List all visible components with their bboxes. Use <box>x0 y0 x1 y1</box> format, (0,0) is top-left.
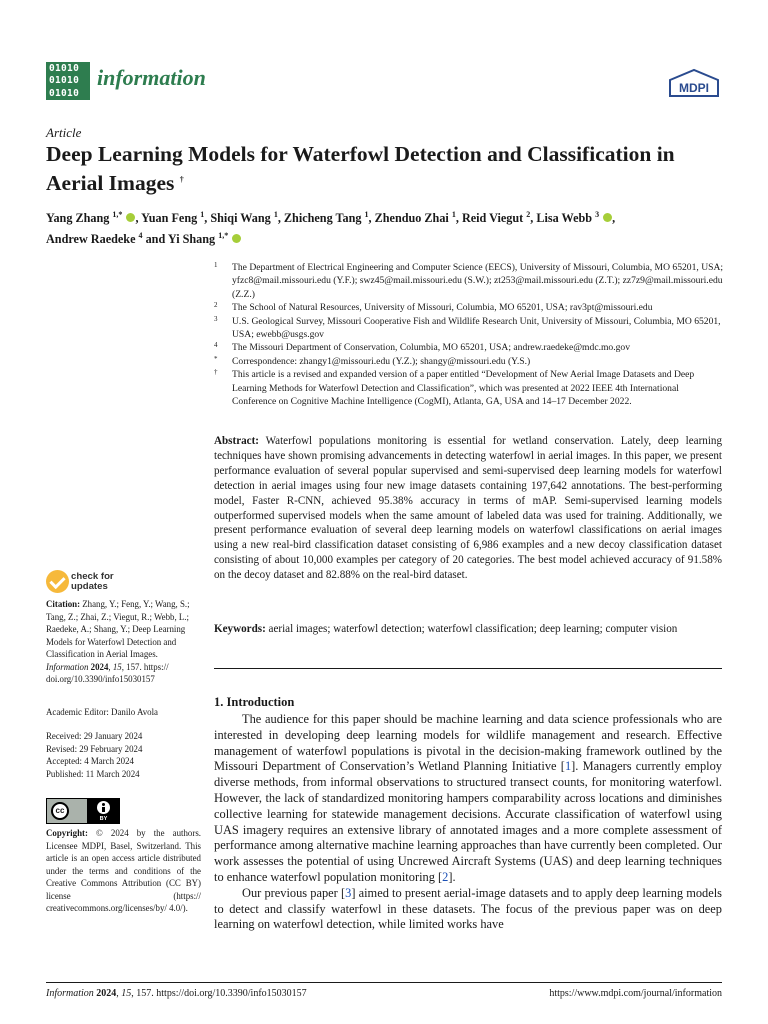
affiliation-mark: 3 <box>214 314 218 323</box>
copyright-label: Copyright: <box>46 828 88 838</box>
person-icon <box>97 801 110 814</box>
footer-citation: Information 2024, 15, 157. https://doi.org/10.3390/info15030157 <box>46 988 307 999</box>
affiliation-mark: 1 <box>214 261 218 269</box>
orcid-icon[interactable] <box>126 213 135 222</box>
mdpi-logo <box>666 68 722 98</box>
affiliation-item <box>214 315 724 342</box>
affiliation-text: U.S. Geological Survey, Missouri Cooperative Fish and Wildlife Research Unit, University of Missouri, Columbia, MO 65201, USA; ewebb@usgs.gov <box>232 315 721 341</box>
author-affil-mark: 2 <box>526 210 531 219</box>
affiliation-text: The Missouri Department of Conservation, Columbia, MO 65201, USA; andrew.raedeke@mdc.mo.gov <box>232 342 631 354</box>
footer-volume: 15 <box>121 988 132 999</box>
copyright-notice <box>46 827 201 915</box>
check-updates-line: check for <box>71 571 114 582</box>
affiliation-item <box>214 341 724 354</box>
author-name[interactable]: Zhenduo Zhai <box>374 211 449 226</box>
academic-editor: Academic Editor: Danilo Avola <box>46 707 158 717</box>
affiliation-item <box>214 368 724 408</box>
author-affil-mark: 1,* <box>112 210 123 219</box>
section-heading-introduction: 1. Introduction <box>214 695 295 709</box>
author-name[interactable]: Shiqi Wang <box>210 211 271 226</box>
citation-year: 2024 <box>90 661 109 672</box>
date-received: Received: 29 January 2024 <box>46 731 143 741</box>
citation-text: Zhang, Y.; Feng, Y.; Wang, S.; Tang, Z.; Zhai, Z.; Viegut, R.; Webb, L.; Raedeke, A.; Shang, Y.; Deep Learning Models for Waterfowl Detection and Classification in Aerial Images. <box>46 599 190 659</box>
paragraph-text: ]. Managers currently employ diverse methods, from informal observations to structured transect counts, for monitoring waterfowl. However, the lack of standardized monitoring hampers comparability across locations and diminishes collective learning for statewide management decisions. Accurate classification of waterfowl using UAS imagery requires an extensive library of annotated images and a more complete assessment of performance among alternative machine learning approaches than have currently been completed. Our work assesses the potential of using Uncrewed Aircraft Systems (UAS) and deep learning techniques to enhance waterfowl population monitoring [ <box>214 759 722 884</box>
author-line <box>46 227 726 248</box>
journal-name: information <box>97 65 206 90</box>
affiliation-item <box>214 261 724 301</box>
reference-link[interactable]: 1 <box>564 759 572 774</box>
orcid-icon[interactable] <box>603 213 612 222</box>
affiliation-mark: * <box>214 354 218 363</box>
author-affil-mark: 3 <box>595 210 600 219</box>
author-affil-mark: 1 <box>273 210 278 219</box>
date-published: Published: 11 March 2024 <box>46 768 140 779</box>
check-updates-label <box>71 572 114 592</box>
section-divider <box>214 668 722 669</box>
by-attribution-icon <box>87 799 120 823</box>
introduction-body <box>214 712 722 933</box>
affiliation-mark: † <box>214 368 218 377</box>
check-for-updates-button[interactable] <box>46 570 136 596</box>
date-accepted: Accepted: 4 March 2024 <box>46 756 134 766</box>
copyright-text: © 2024 by the authors. Licensee MDPI, Basel, Switzerland. This article is an open access article distributed under the terms and conditions of the Creative Commons Attribution (CC BY) license (https:// creativecommons.org/licenses/by/ 4.0/). <box>46 828 201 913</box>
journal-header <box>46 62 722 102</box>
author-name[interactable]: Reid Viegut <box>461 211 524 226</box>
affiliation-mark: 4 <box>214 341 218 350</box>
citation-volume: 15 <box>112 661 122 672</box>
reference-link[interactable]: 3 <box>345 885 352 900</box>
citation-tail: , 157. https:// <box>121 661 169 672</box>
paragraph <box>214 712 722 886</box>
affiliation-mark: 2 <box>214 301 218 310</box>
mdpi-logo-text: MDPI <box>679 81 709 95</box>
footer-doi[interactable]: , 157. https://doi.org/10.3390/info15030157 <box>131 988 307 999</box>
logo-row: 01010 <box>49 63 80 74</box>
paragraph-text: ] aimed to present aerial-image datasets and to apply deep learning models to detect and classify waterfowl in these datasets. The focus of the previous paper was on deep learning on waterfowl detection, while limited works have <box>214 885 722 932</box>
abstract <box>214 434 722 583</box>
keywords-text: aerial images; waterfowl detection; waterfowl classification; deep learning; computer vision <box>268 623 678 635</box>
title-text: Deep Learning Models for Waterfowl Detection and Classification in Aerial Images <box>46 142 675 196</box>
citation-doi-link[interactable]: doi.org/10.3390/info15030157 <box>46 674 155 684</box>
affiliations <box>214 261 724 408</box>
title-footnote-mark: † <box>179 175 184 184</box>
logo-row: 01010 <box>49 75 80 87</box>
author-name[interactable]: Andrew Raedeke <box>46 232 136 247</box>
author-line: Yang Zhang $^{1,*}$ , Yuan Feng $^1$, Shiqi Wang $^1$, Zhicheng Tang $^1$, Zhenduo Zhai $^1$, Reid Viegut $^2$, Lisa Webb $^3$ , <box>46 210 616 226</box>
paragraph-text: Our previous paper [ <box>242 885 346 900</box>
journal-logo <box>46 62 90 100</box>
affiliation-text: The Department of Electrical Engineering and Computer Science (EECS), University of Missouri, Columbia, MO 65201, USA; yfzc8@mail.missouri.edu (Y.F.); swz45@mail.missouri.edu (S.W.); zt253@mail.missouri.edu (Z.T.); zz7z9@mail.missouri.edu (Z.Z.) <box>232 262 724 300</box>
author-affil-mark: 1 <box>451 210 456 219</box>
affiliation-text: Correspondence: zhangy1@missouri.edu (Y.Z.); shangy@missouri.edu (Y.S.) <box>232 355 531 367</box>
author-conjunction: and <box>145 232 166 247</box>
author-name[interactable]: Yang Zhang <box>46 211 110 226</box>
page-title <box>46 141 706 196</box>
abstract-label: Abstract: <box>214 435 259 447</box>
reference-link[interactable]: 2 <box>442 869 449 884</box>
author-affil-mark: 1,* <box>218 231 229 241</box>
citation-journal: Information <box>46 661 89 672</box>
abstract-text: Waterfowl populations monitoring is essential for wetland conservation. Lately, deep learning techniques have shown promising advancements in detecting waterfowl in aerial images. In this paper, we present performance evaluation of several popular supervised and semi-supervised deep learning models for waterfowl detection in aerial images using four new image datasets containing 197,642 annotations. The best-performing model, Faster R-CNN, achieved 95.38% accuracy in terms of mAP. Semi-supervised learning models outperformed supervised models when the same amount of labeled data was used for training. Additionally, we present performance evaluation of several deep learning models on waterfowl classifications on aerial images using a new real-bird classification dataset consisting of 6,986 examples and a new decoy classification dataset consisting of about 10,000 examples per category of 20 categories. The best model achieved accuracy of 91.58% on the decoy dataset and 82.88% on the real-bird dataset. <box>214 435 722 582</box>
author-affil-mark: 4 <box>138 231 143 241</box>
logo-row: 01010 <box>49 87 80 99</box>
by-label: BY <box>99 816 108 822</box>
footer-divider <box>46 982 722 983</box>
affiliation-text: The School of Natural Resources, University of Missouri, Columbia, MO 65201, USA; rav3pt@missouri.edu <box>232 302 653 314</box>
article-type: Article <box>46 125 82 140</box>
citation-block: Citation: Zhang, Y.; Feng, Y.; Wang, S.; Tang, Z.; Zhai, Z.; Viegut, R.; Webb, L.; Raedeke, A.; Shang, Y.; Deep Learning Models for Waterfowl Detection and Classification in Aerial Images. Information 2024, 15, 157. https:// doi.org/10.3390/info15030157 <box>46 599 190 684</box>
cc-icon: cc <box>51 802 69 820</box>
footer-year: 2024 <box>96 988 117 999</box>
author-name[interactable]: Yi Shang <box>167 232 216 247</box>
date-revised: Revised: 29 February 2024 <box>46 743 143 754</box>
citation-label: Citation: <box>46 599 81 609</box>
checkmark-icon <box>46 570 69 593</box>
cc-by-license-badge[interactable] <box>46 798 120 824</box>
paragraph-text: ]. <box>448 869 456 884</box>
affiliation-item <box>214 355 724 368</box>
author-name[interactable]: Lisa Webb <box>536 211 593 226</box>
keywords <box>214 622 722 637</box>
paragraph-text: The audience for this paper should be machine learning and data science professionals who are interested in developing deep learning models for wildlife management and research. Effective management of waterfowl populations is pivotal in the decision-making framework outlined by the Missouri Department of Conservation’s Wetland Planning Initiative [ <box>214 712 722 774</box>
author-affil-mark: 1 <box>364 210 369 219</box>
paragraph <box>214 886 722 933</box>
orcid-icon[interactable] <box>232 234 241 243</box>
footer-journal: Information <box>46 988 94 999</box>
check-updates-line: updates <box>71 581 108 592</box>
affiliation-item <box>214 301 724 314</box>
author-affil-mark: 1 <box>200 210 205 219</box>
keywords-label: Keywords: <box>214 623 266 635</box>
author-list <box>46 206 726 248</box>
footer-journal-url[interactable]: https://www.mdpi.com/journal/information <box>549 988 722 999</box>
affiliation-text: This article is a revised and expanded version of a paper entitled “Development of New Aerial Image Datasets and Deep Learning Methods for Waterfowl Detection and Classification”, which was presented at 2022 IEEE 4th International Conference on Cognitive Machine Intelligence (CogMI), Atlanta, GA, USA and 14–17 December 2022. <box>232 369 695 408</box>
publication-dates <box>46 730 201 780</box>
author-name[interactable]: Zhicheng Tang <box>283 211 362 226</box>
author-name[interactable]: Yuan Feng <box>141 211 198 226</box>
